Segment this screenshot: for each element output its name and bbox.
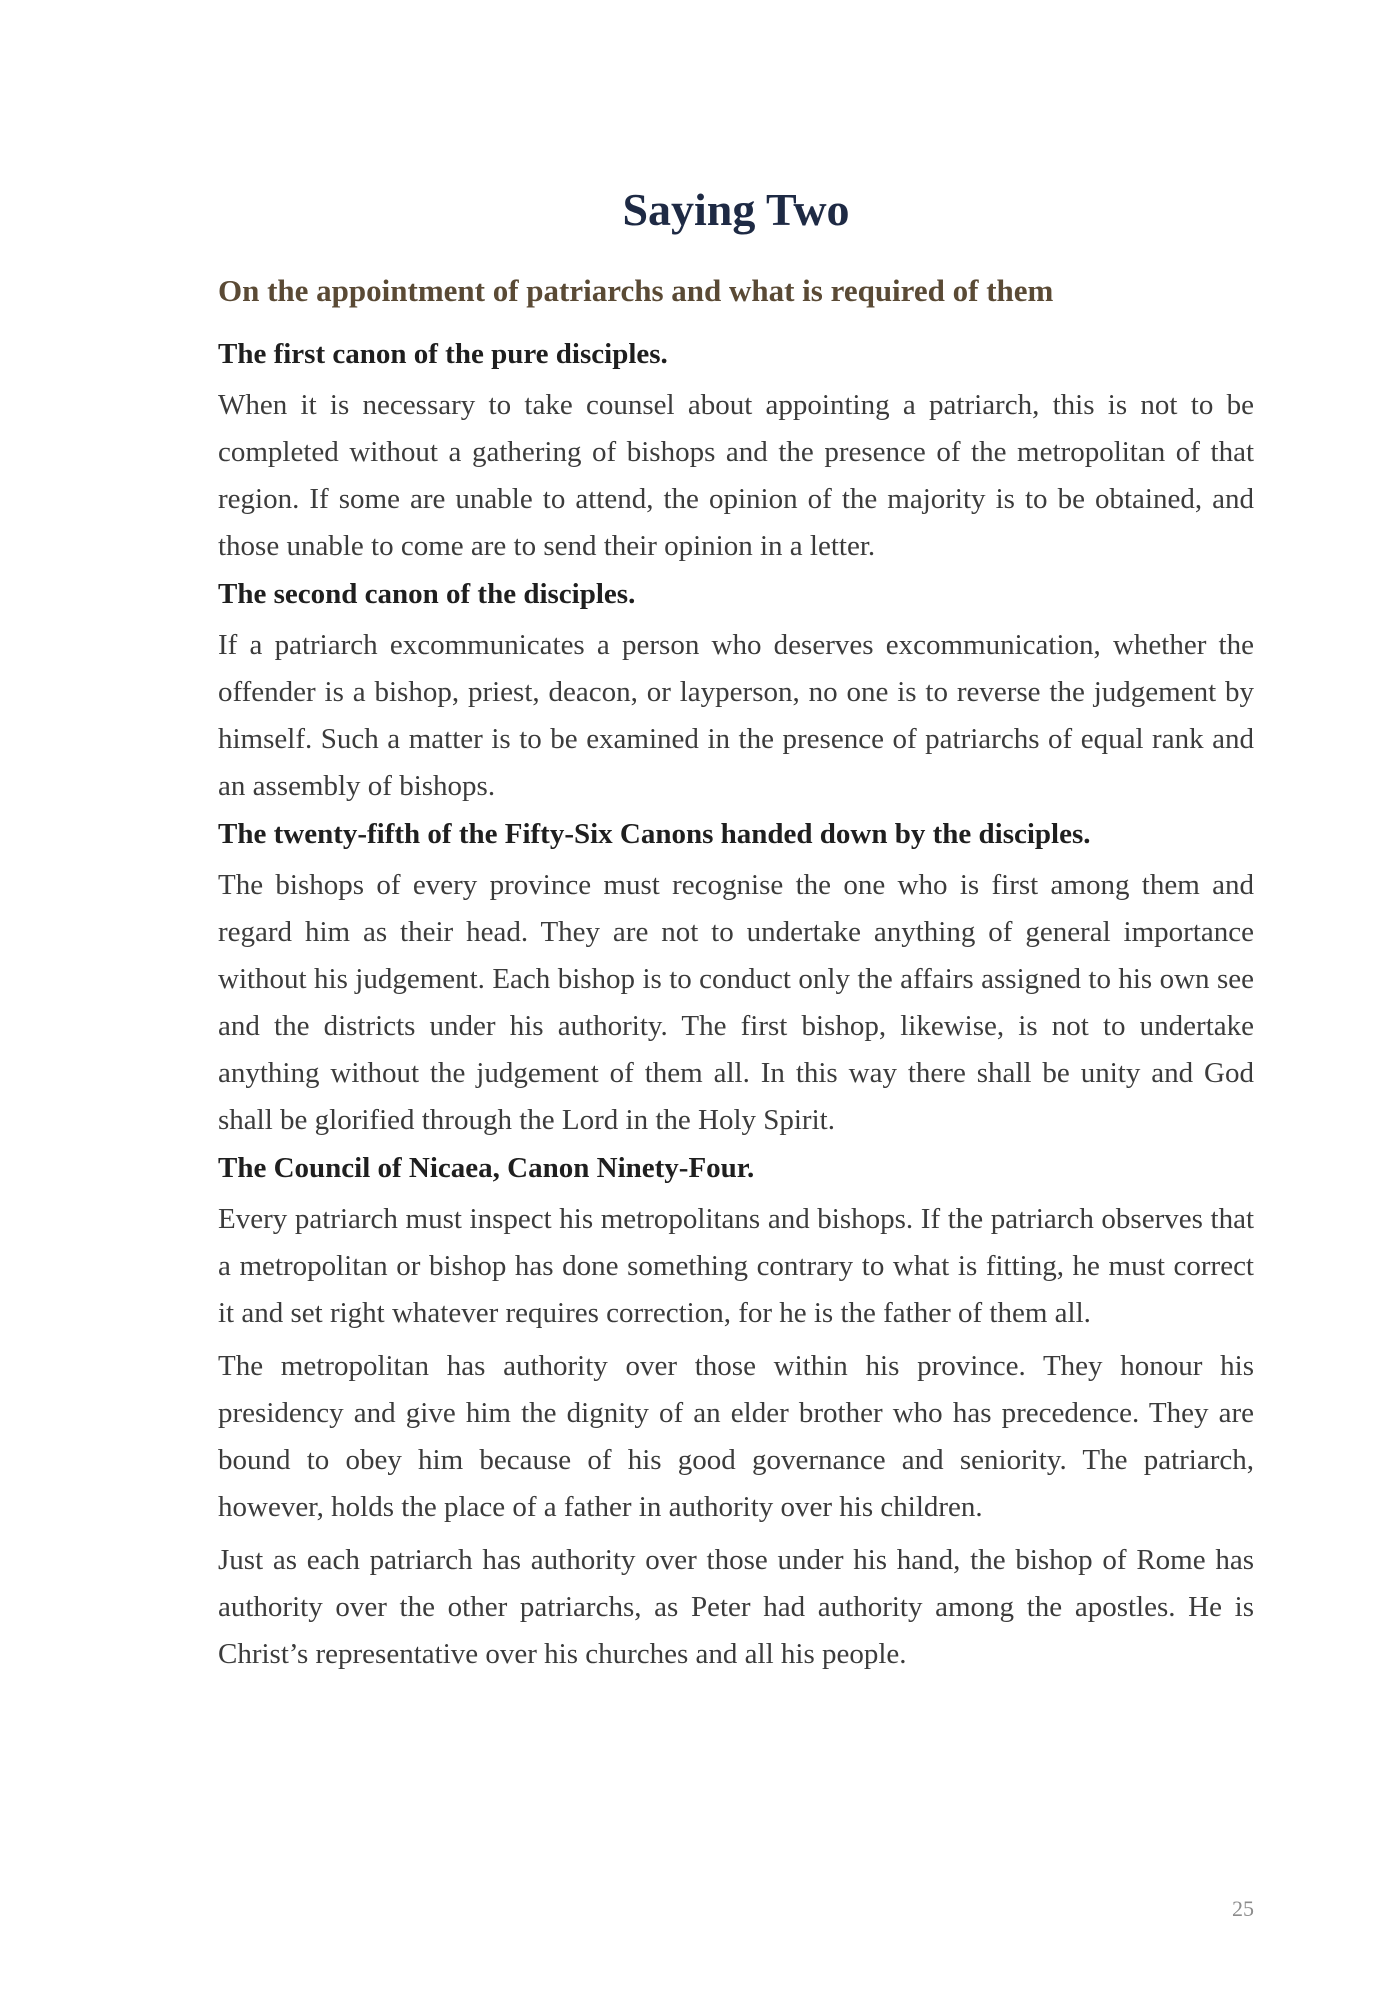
page-content <box>218 178 1254 1682</box>
canon-heading: The second canon of the disciples. <box>218 578 636 610</box>
canon-heading: The Council of Nicaea, Canon Ninety-Four. <box>218 1152 755 1184</box>
canon-heading: The twenty-fifth of the Fifty-Six Canons handed down by the disciples. <box>218 818 1091 850</box>
canon-paragraph: If a patriarch excommunicates a person who deserves excommunication, whether the offender is a bishop, priest, deacon, or layperson, no one is to reverse the judgement by himself. Such a matter is to be examined in the presence of patriarchs of equal rank and an assembly of bishops. <box>218 629 1254 802</box>
page-number: 25 <box>1232 1896 1254 1921</box>
chapter-subtitle: On the appointment of patriarchs and what is required of them <box>218 273 1054 308</box>
canon-heading: The first canon of the pure disciples. <box>218 338 668 370</box>
canon-section-1 <box>218 334 1254 570</box>
canon-paragraph: The bishops of every province must recognise the one who is first among them and regard him as their head. They are not to undertake anything of general importance without his judgement. Each bishop is to conduct only the affairs assigned to his own see and the districts under his authority. The first bishop, likewise, is not to undertake anything without the judgement of them all. In this way there shall be unity and God shall be glorified through the Lord in the Holy Spirit. <box>218 869 1254 1136</box>
canon-section-2 <box>218 574 1254 810</box>
canon-paragraph: When it is necessary to take counsel about appointing a patriarch, this is not to be completed without a gathering of bishops and the presence of the metropolitan of that region. If some are unable to attend, the opinion of the majority is to be obtained, and those unable to come are to send their opinion in a letter. <box>218 389 1254 562</box>
canon-paragraph: The metropolitan has authority over those within his province. They honour his presidency and give him the dignity of an elder brother who has precedence. They are bound to obey him because of his good governance and seniority. The patriarch, however, holds the place of a father in authority over his children. <box>218 1350 1254 1523</box>
page-title: Saying Two <box>622 184 850 235</box>
canon-section-3 <box>218 814 1254 1144</box>
canon-paragraph: Just as each patriarch has authority over those under his hand, the bishop of Rome has authority over the other patriarchs, as Peter had authority among the apostles. He is Christ’s representative over his churches and all his people. <box>218 1544 1254 1670</box>
canon-section-4 <box>218 1148 1254 1678</box>
canon-paragraph: Every patriarch must inspect his metropolitans and bishops. If the patriarch observes that a metropolitan or bishop has done something contrary to what is fitting, he must correct it and set right whatever requires correction, for he is the father of them all. <box>218 1203 1254 1329</box>
